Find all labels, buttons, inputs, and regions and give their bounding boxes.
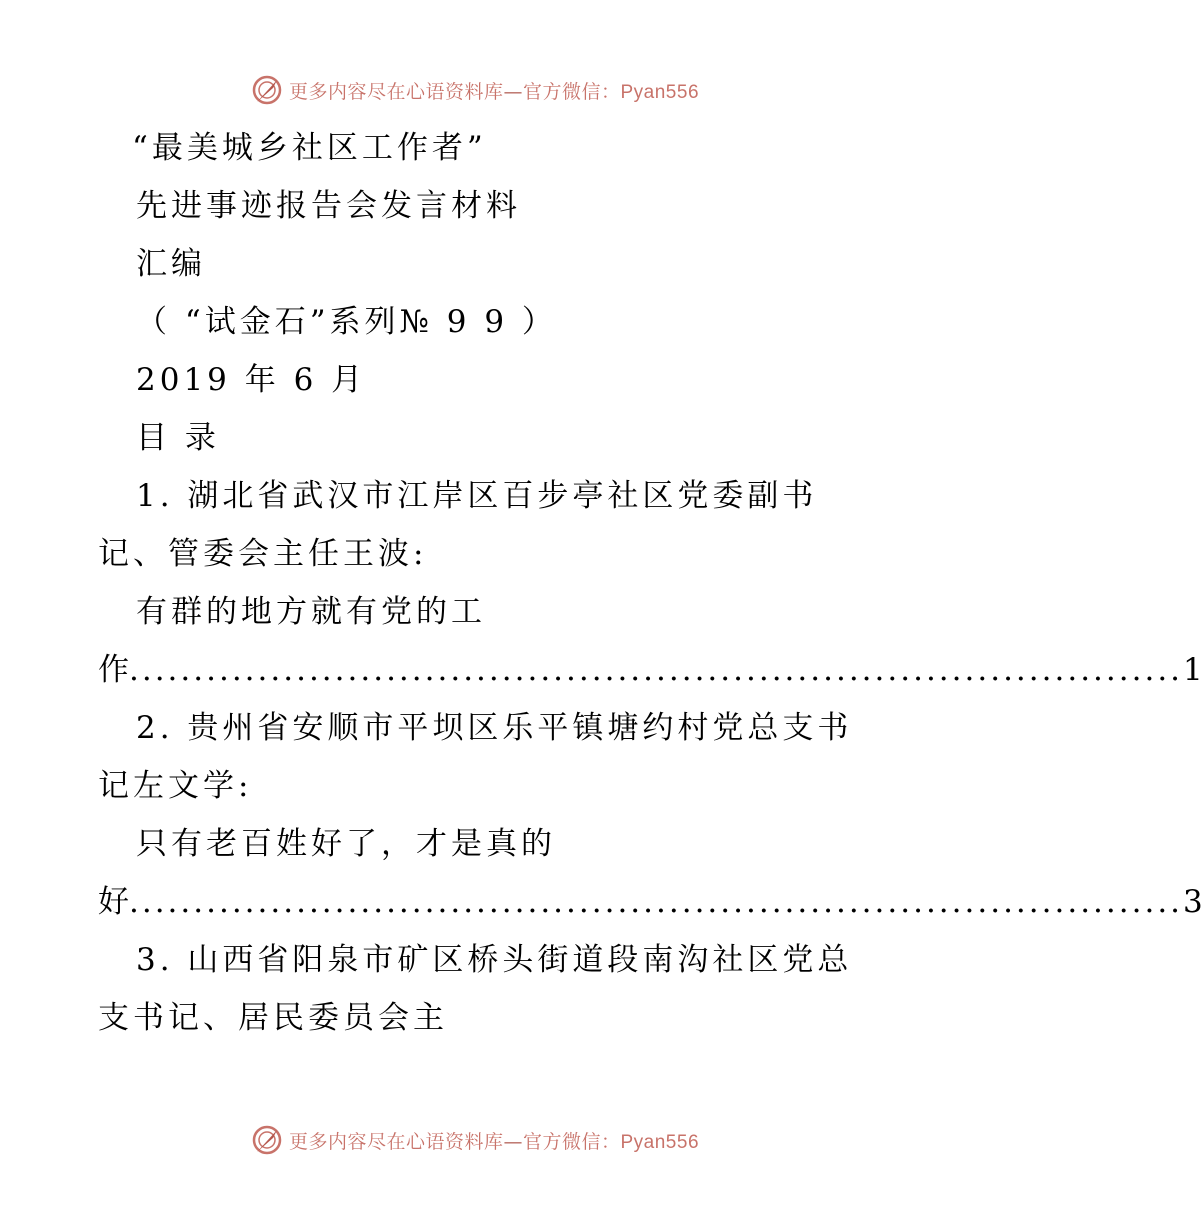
toc-entry-1-leader xyxy=(98,650,1203,690)
quill-seal-icon xyxy=(251,1124,283,1156)
toc-entry-2-page: 3 xyxy=(1183,884,1203,920)
toc-entry-2-title: 只有老百姓好了，才是真的 xyxy=(136,826,556,862)
watermark-site: 更多内容尽在心语资料库 xyxy=(288,80,504,103)
toc-entry-3-line2: 支书记、居民委员会主 xyxy=(98,1000,448,1036)
doc-title-line2: 先进事迹报告会发言材料 xyxy=(136,188,521,224)
watermark-site: 更多内容尽在心语资料库 xyxy=(288,1130,504,1153)
doc-title-line1: “最美城乡社区工作者” xyxy=(132,130,487,166)
doc-date: 2019 年 6 月 xyxy=(136,362,367,398)
toc-entry-2-lead-word: 好 xyxy=(98,884,129,920)
toc-entry-1-line2: 记、管委会主任王波: xyxy=(98,536,428,572)
watermark-id: Pyan556 xyxy=(620,1131,700,1153)
watermark-footer xyxy=(0,1120,950,1160)
toc-entry-2-line1: 2. 贵州省安顺市平坝区乐平镇塘约村党总支书 xyxy=(136,710,853,746)
toc-entry-2-leader xyxy=(98,882,1203,922)
watermark-text xyxy=(289,77,699,104)
toc-entry-2-line2: 记左文学: xyxy=(98,768,253,804)
toc-entry-1-title: 有群的地方就有党的工 xyxy=(136,594,486,630)
toc-entry-2-dots: .................................................................................. xyxy=(129,884,1184,920)
toc-heading: 目 录 xyxy=(136,420,220,456)
toc-entry-3-line1: 3. 山西省阳泉市矿区桥头街道段南沟社区党总 xyxy=(136,942,853,978)
watermark-text xyxy=(289,1127,699,1154)
doc-title-line3: 汇编 xyxy=(136,246,206,282)
watermark-contact: 官方微信： xyxy=(522,1130,621,1153)
toc-entry-1-page: 1 xyxy=(1183,652,1203,688)
toc-entry-1-line1: 1. 湖北省武汉市江岸区百步亭社区党委副书 xyxy=(136,478,818,514)
doc-series: （ “试金石”系列№ 9 9 ） xyxy=(136,304,557,340)
watermark-separator: — xyxy=(503,1130,523,1153)
watermark-separator: — xyxy=(503,80,523,103)
watermark-contact: 官方微信： xyxy=(522,80,621,103)
toc-entry-1-dots: .................................................................................. xyxy=(129,652,1184,688)
quill-seal-icon xyxy=(251,74,283,106)
watermark-id: Pyan556 xyxy=(620,81,700,103)
watermark-header xyxy=(0,70,950,110)
toc-entry-1-lead-word: 作 xyxy=(98,652,129,688)
